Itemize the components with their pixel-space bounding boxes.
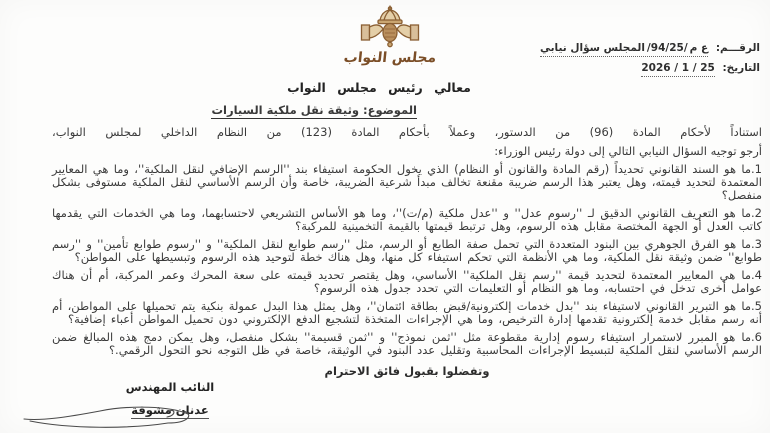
subject-text: الموضوع: وثيقة نقل ملكية السيارات (211, 103, 417, 117)
question-item-4: 4.ما هي المعايير المعتمدة لتحديد قيمة ''رسم نقل الملكية'' الأساسي، وهل يقتصر تحديد قيمته على سعة المحرك وعمر المركبة، أم أن هناك عوامل أخرى تدخل في احتسابه، وما هو النظام أو التعليمات التي تحدد جدول هذه الرسوم؟ (52, 268, 762, 295)
signatory-name: عدنان مشوقة (131, 403, 209, 417)
question-item-3: 3.ما هو الفرق الجوهري بين البنود المتعددة التي تحمل صفة الطابع أو الرسم، مثل ''رسم طوابع لنقل الملكية'' و ''رسوم طوابع تأمين'' و ''رسم طوابع'' ضمن وثيقة نقل الملكية، وما هي الأنظمة التي تحكم استيفاء كل منها، وهل هناك خطة لتوحيد هذه الرسوم وتبسيطها على المواطن؟ (52, 237, 762, 264)
intro-legal-basis: استناداً لأحكام المادة (96) من الدستور، وعملاً بأحكام المادة (123) من النظام الداخلي لمجلس النواب، (52, 125, 762, 139)
question-item-6: 6.ما هو المبرر لاستمرار استيفاء رسوم إدارية مقطوعة مثل ''ثمن نموذج'' و ''ثمن قسيمة'' بشكل منفصل، وهل يمكن دمج هذه المبالغ ضمن الرسم الأساسي لنقل الملكية لتبسيط الإجراءات المحاسبية وتقليل عدد البنود في الوثيقة، خاصة في ظل التوجه نحو التحول الرقمي.؟ (52, 330, 762, 357)
date-line (540, 62, 760, 74)
ref-number-label: الرقـــم: (715, 42, 760, 54)
question-item-1: 1.ما هو السند القانوني تحديداً (رقم المادة والقانون أو النظام) الذي يخول الحكومة استيفاء بند ''الرسم الإضافي لنقل الملكية''، وما هي المعايير المعتمدة لتحديد قيمته، وهل يعتبر هذا الرسم ضريبة مقنعة تخالف مبدأ شرعية الضريبة، خاصة وأن الرسم الأساسي لنقل الملكية مستوفى بشكل منفصل؟ (52, 162, 762, 202)
closing-salutation: وتفضلوا بقبول فائق الاحترام (324, 364, 490, 378)
recipient-line: معالي رئيس مجلس النواب (287, 80, 471, 95)
signatory-title: النائب المهندس (125, 380, 215, 394)
question-item-2: 2.ما هو التعريف القانوني الدقيق لـ ''رسوم عدل'' و ''عدل ملكية (م/ت)''، وما هو الأساس التشريعي لاحتسابهما، وما هي الخدمات التي يقدمها كاتب العدل أو الجهة المختصة مقابل هذه الرسوم، وهل ترتبط قيمتها بالقيمة التخمينية للمركبة؟ (52, 206, 762, 233)
intro-request: أرجو توجيه السؤال النيابي التالي إلى دولة رئيس الوزراء: (494, 144, 762, 158)
reference-block (540, 42, 760, 82)
letter-body (0, 80, 770, 378)
subject-line (52, 103, 417, 119)
parliament-logo (330, 5, 450, 66)
date-label: التاريخ: (722, 62, 760, 74)
handwritten-signature-scribble (18, 403, 203, 433)
ref-number-line (540, 42, 760, 54)
royal-crest-icon (347, 5, 433, 49)
question-item-5: 5.ما هو التبرير القانوني لاستيفاء بند ''بدل خدمات إلكترونية/قبض بطاقة ائتمان''، وهل يمثل هذا البدل عمولة بنكية يتم تحميلها على المواطن، أم أنه رسم مقابل خدمة إلكترونية تقدمها إدارة الترخيص، وما هي الإجراءات المتخذة لتشجيع الدفع الإلكتروني دون تحميل المواطن أعباء إضافية؟ (52, 299, 762, 326)
date-value: 2026 / 1 / 25 (641, 62, 714, 77)
logo-calligraphy: مجلس النواب (342, 50, 438, 66)
ref-number-value: ع م/94/25/المجلس سؤال نيابي (540, 42, 708, 57)
